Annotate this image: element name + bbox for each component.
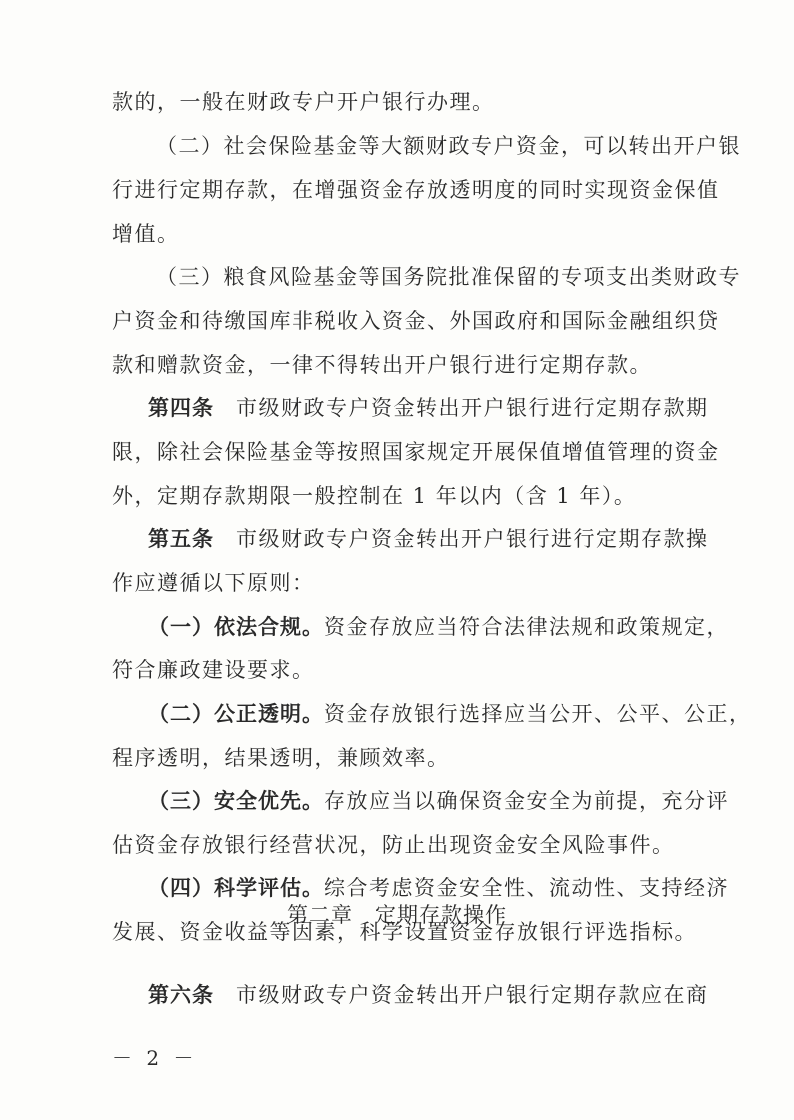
principle-4-line-2: 发展、资金收益等因素，科学设置资金存放银行评选指标。 [112,920,697,944]
principle-4-label: （四）科学评估。 [148,875,324,900]
principle-2-label: （二）公正透明。 [148,701,324,726]
paragraph-2-line-1: （二）社会保险基金等大额财政专户资金，可以转出开户银 [156,134,741,158]
principle-3-label: （三）安全优先。 [148,788,324,813]
article-4-line-1 [148,393,709,423]
article-5-line-1 [148,524,709,554]
paragraph-1-line-1: 款的，一般在财政专户开户银行办理。 [112,90,495,114]
article-6-text: 市级财政专户资金转出开户银行定期存款应在商 [236,983,709,1007]
article-4-text: 市级财政专户资金转出开户银行进行定期存款期 [236,396,709,420]
paragraph-3-line-1: （三）粮食风险基金等国务院批准保留的专项支出类财政专 [156,265,741,289]
article-5-line-2: 作应遵循以下原则： [112,571,315,595]
principle-3-text: 存放应当以确保资金安全为前提，充分评 [324,789,729,813]
principle-1-line-2: 符合廉政建设要求。 [112,658,315,682]
article-6-line-1 [148,980,709,1010]
paragraph-2-line-2: 行进行定期存款，在增强资金存放透明度的同时实现资金保值 [112,178,720,202]
principle-2-line-1 [148,699,752,729]
paragraph-2-line-3: 增值。 [112,222,180,246]
principle-3-line-1 [148,786,729,816]
paragraph-3-line-2: 户资金和待缴国库非税收入资金、外国政府和国际金融组织贷 [112,309,720,333]
article-5-label: 第五条 [148,526,214,551]
principle-2-line-2: 程序透明，结果透明，兼顾效率。 [112,746,450,770]
principle-4-line-1 [148,873,729,903]
article-4-line-2: 限，除社会保险基金等按照国家规定开展保值增值管理的资金 [112,440,720,464]
article-4-label: 第四条 [148,395,214,420]
article-6-label: 第六条 [148,982,214,1007]
principle-4-text: 综合考虑资金安全性、流动性、支持经济 [324,876,729,900]
page-number: － 2 － [112,1046,198,1070]
principle-1-text: 资金存放应当符合法律法规和政策规定， [324,615,729,639]
principle-2-text: 资金存放银行选择应当公开、公平、公正， [324,702,752,726]
principle-3-line-2: 估资金存放银行经营状况，防止出现资金安全风险事件。 [112,833,675,857]
article-4-line-3: 外，定期存款期限一般控制在 1 年以内（含 1 年）。 [112,484,637,508]
paragraph-3-line-3: 款和赠款资金，一律不得转出开户银行进行定期存款。 [112,353,652,377]
principle-1-label: （一）依法合规。 [148,614,324,639]
article-5-text: 市级财政专户资金转出开户银行进行定期存款操 [236,527,709,551]
chapter-2-heading: 第二章 定期存款操作 [287,903,507,927]
principle-1-line-1 [148,612,729,642]
